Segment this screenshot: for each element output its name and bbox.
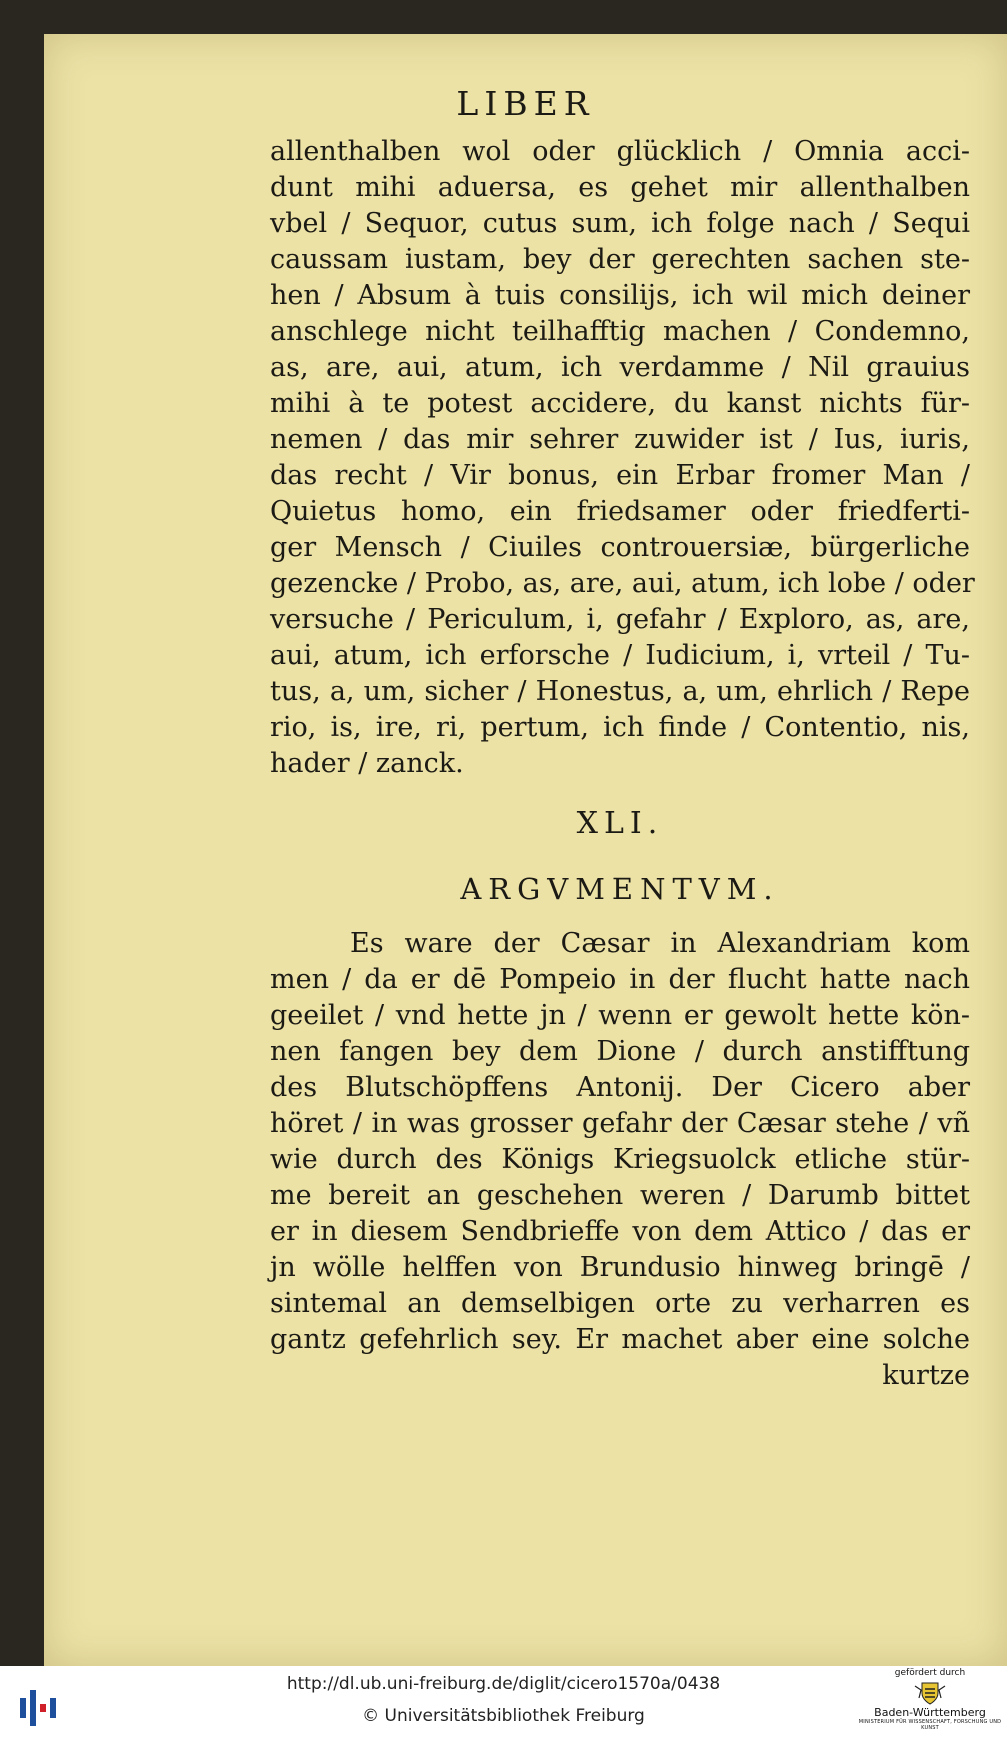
text-line: hen / Absum à tuis consilijs, ich wil mich deiner bbox=[270, 280, 970, 311]
text-line: allenthalben wol oder glücklich / Omnia acci- bbox=[270, 136, 970, 167]
text-line: wie durch des Königs Kriegsuolck etliche stür- bbox=[270, 1144, 970, 1175]
argument-text bbox=[270, 926, 970, 1358]
running-head: LIBER bbox=[456, 84, 595, 123]
text-line: ger Mensch / Ciuiles controuersiæ, bürgerliche bbox=[270, 532, 970, 563]
text-line: höret / in was grosser gefahr der Cæsar stehe / vñ bbox=[270, 1108, 970, 1139]
text-line: hader / zanck. bbox=[270, 748, 464, 779]
text-line: caussam iustam, bey der gerechten sachen ste- bbox=[270, 244, 970, 275]
document-url[interactable]: http://dl.ub.uni-freiburg.de/diglit/cicero1570a/0438 bbox=[286, 1674, 721, 1694]
text-line: mihi à te potest accidere, du kanst nichts für- bbox=[270, 388, 970, 419]
text-line: dunt mihi aduersa, es gehet mir allenthalben bbox=[270, 172, 970, 203]
text-line: jn wölle helffen von Brundusio hinweg bringē / bbox=[270, 1252, 970, 1283]
text-line: versuche / Periculum, i, gefahr / Exploro, as, are, bbox=[270, 604, 970, 635]
text-line: gezencke / Probo, as, are, aui, atum, ich lobe / oder bbox=[270, 568, 975, 599]
text-line: gantz gefehrlich sey. Er machet aber eine solche bbox=[270, 1324, 970, 1355]
text-line: as, are, aui, atum, ich verdamme / Nil grauius bbox=[270, 352, 970, 383]
text-line: Es ware der Cæsar in Alexandriam kom bbox=[350, 928, 970, 959]
sponsor-label: gefördert durch bbox=[894, 1668, 966, 1678]
page-body bbox=[270, 134, 975, 1394]
catchword: kurtze bbox=[882, 1360, 970, 1391]
text-line: rio, is, ire, ri, pertum, ich finde / Contentio, nis, bbox=[270, 712, 970, 743]
text-line: Quietus homo, ein friedsamer oder friedferti- bbox=[270, 496, 970, 527]
sponsor-subtitle: MINISTERIUM FÜR WISSENSCHAFT, FORSCHUNG UND KUNST bbox=[858, 1719, 1002, 1731]
copyright-notice: © Universitätsbibliothek Freiburg bbox=[362, 1706, 645, 1726]
text-line: das recht / Vir bonus, ein Erbar fromer Man / bbox=[270, 460, 970, 491]
text-line: men / da er dē Pompeio in der flucht hatte nach bbox=[270, 964, 970, 995]
text-line: des Blutschöpffens Antonij. Der Cicero aber bbox=[270, 1072, 970, 1103]
text-line: tus, a, um, sicher / Honestus, a, um, ehrlich / Repe bbox=[270, 676, 970, 707]
text-line: me bereit an geschehen weren / Darumb bittet bbox=[270, 1180, 970, 1211]
section-number: XLI. bbox=[576, 806, 664, 841]
sponsor-name: Baden-Württemberg bbox=[874, 1706, 986, 1719]
text-line: sintemal an demselbigen orte zu verharren es bbox=[270, 1288, 970, 1319]
text-line: vbel / Sequor, cutus sum, ich folge nach / Sequi bbox=[270, 208, 970, 239]
text-line: nen fangen bey dem Dione / durch anstifftung bbox=[270, 1036, 970, 1067]
text-line: geeilet / vnd hette jn / wenn er gewolt hette kön- bbox=[270, 1000, 970, 1031]
footer-bar bbox=[0, 1666, 1007, 1740]
sponsor-block bbox=[855, 1668, 1005, 1738]
vocabulary-text bbox=[270, 134, 975, 782]
text-line: aui, atum, ich erforsche / Iudicium, i, vrteil / Tu- bbox=[270, 640, 970, 671]
coat-of-arms-icon bbox=[913, 1680, 947, 1706]
text-line: anschlege nicht teilhafftig machen / Condemno, bbox=[270, 316, 970, 347]
text-line: er in diesem Sendbrieffe von dem Attico / das er bbox=[270, 1216, 970, 1247]
text-line: nemen / das mir sehrer zuwider ist / Ius, iuris, bbox=[270, 424, 970, 455]
book-page bbox=[44, 34, 1007, 1666]
section-title: ARGVMENTVM. bbox=[460, 872, 780, 906]
